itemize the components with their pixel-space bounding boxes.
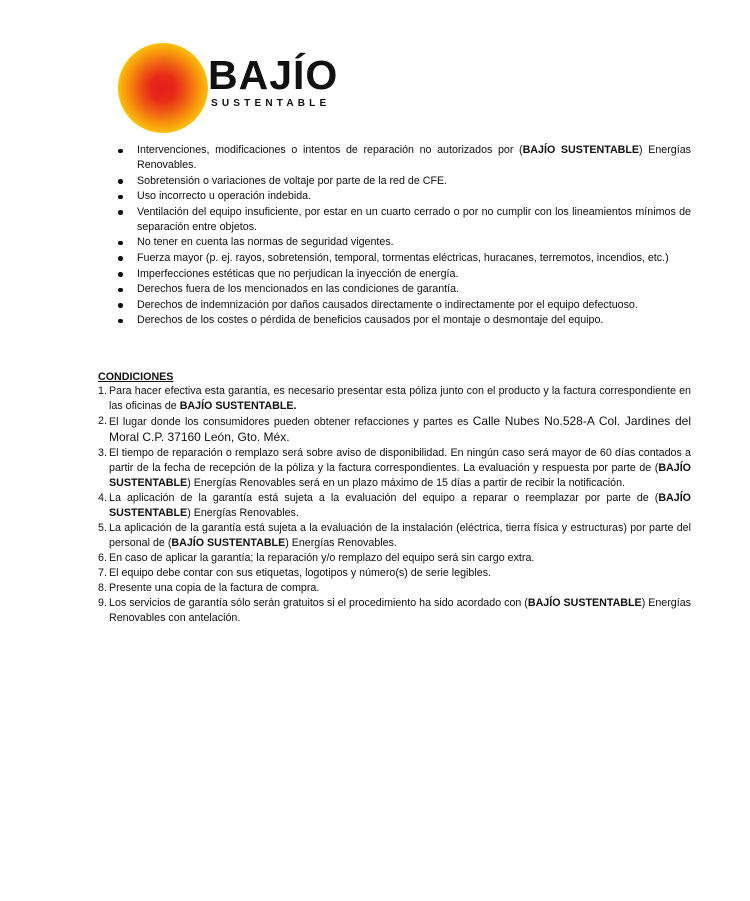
conditions-list <box>98 384 691 626</box>
exclusions-list <box>109 143 691 329</box>
list-item: Fuerza mayor (p. ej. rayos, sobretensión, temporal, tormentas eléctricas, huracanes, terremotos, incendios, etc.) <box>109 251 691 266</box>
list-item: 3. El tiempo de reparación o remplazo será sobre aviso de disponibilidad. En ningún caso será mayor de 60 días contados a partir de la fecha de recepción de la póliza y la factura correspondientes. La evaluación y respuesta por parte de (BAJÍO SUSTENTABLE) Energías Renovables será en un plazo máximo de 15 días a partir de recibir la notificación. <box>98 447 691 489</box>
bullet-icon <box>118 210 123 215</box>
bullet-icon <box>118 256 123 261</box>
list-item: Ventilación del equipo insuficiente, por estar en un cuarto cerrado o por no cumplir con los lineamientos mínimos de separación entre objetos. <box>109 205 691 235</box>
list-item: 6. En caso de aplicar la garantía; la reparación y/o remplazo del equipo será sin cargo extra. <box>98 552 535 564</box>
list-item: No tener en cuenta las normas de seguridad vigentes. <box>109 235 691 250</box>
list-item: 7. El equipo debe contar con sus etiquetas, logotipos y número(s) de serie legibles. <box>98 567 492 579</box>
list-item: Uso incorrecto u operación indebida. <box>109 189 691 204</box>
logo-title: BAJÍO <box>208 52 339 98</box>
list-item: Derechos de los costes o pérdida de beneficios causados por el montaje o desmontaje del equipo. <box>109 313 691 328</box>
logo-subtitle: SUSTENTABLE <box>211 98 331 109</box>
bullet-icon <box>118 195 123 200</box>
list-item: Intervenciones, modificaciones o intentos de reparación no autorizados por (BAJÍO SUSTENTABLE) Energías Renovables. <box>109 143 691 173</box>
list-item: 2. El lugar donde los consumidores pueden obtener refacciones y partes es Calle Nubes No.528-A Col. Jardines del Moral C.P. 37160 León, Gto. Méx. <box>98 414 691 444</box>
list-item: Derechos de indemnización por daños causados directamente o indirectamente por el equipo defectuoso. <box>109 298 691 313</box>
list-item: Imperfecciones estéticas que no perjudican la inyección de energía. <box>109 267 691 282</box>
list-item: 1. Para hacer efectiva esta garantía, es necesario presentar esta póliza junto con el producto y la factura correspondiente en las oficinas de BAJÍO SUSTENTABLE. <box>98 385 691 412</box>
bullet-icon <box>118 319 123 324</box>
bullet-icon <box>118 272 123 277</box>
list-item: Derechos fuera de los mencionados en las condiciones de garantía. <box>109 282 691 297</box>
company-logo <box>118 43 358 133</box>
bullet-icon <box>118 303 123 308</box>
bullet-icon <box>118 179 123 184</box>
conditions-heading: CONDICIONES <box>98 371 174 383</box>
sun-logo-icon <box>118 43 208 133</box>
list-item: 9. Los servicios de garantía sólo serán gratuitos si el procedimiento ha sido acordado con (BAJÍO SUSTENTABLE) Energías Renovables con antelación. <box>98 597 691 624</box>
list-item: 5. La aplicación de la garantía está sujeta a la evaluación de la instalación (eléctrica, tierra física y estructuras) por parte del personal de (BAJÍO SUSTENTABLE) Energías Renovables. <box>98 522 691 549</box>
list-item: Sobretensión o variaciones de voltaje por parte de la red de CFE. <box>109 174 691 189</box>
bullet-icon <box>118 241 123 246</box>
list-item: 8. Presente una copia de la factura de compra. <box>98 582 320 594</box>
bullet-icon <box>118 288 123 293</box>
bullet-icon <box>118 149 123 154</box>
list-item: 4. La aplicación de la garantía está sujeta a la evaluación del equipo a reparar o reemplazar por parte de (BAJÍO SUSTENTABLE) Energías Renovables. <box>98 492 691 519</box>
